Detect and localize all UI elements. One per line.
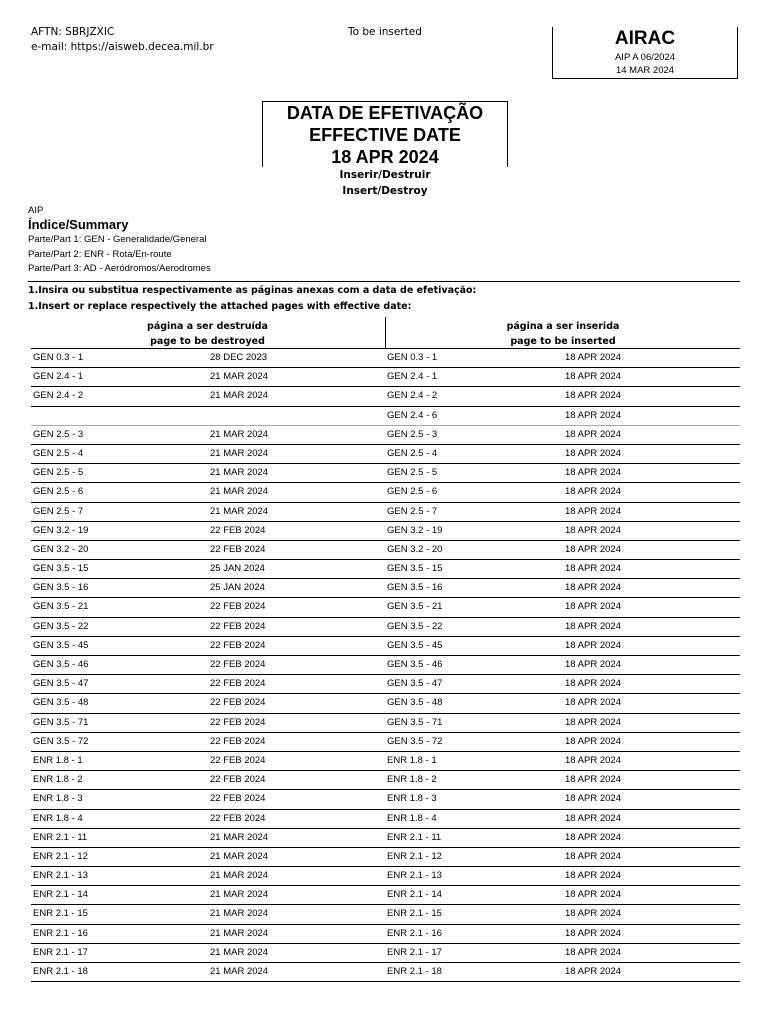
insert-date: 18 APR 2024: [565, 735, 621, 747]
destroy-date: 25 JAN 2024: [210, 563, 265, 575]
insert-page: ENR 2.1 - 16: [387, 927, 442, 939]
insert-date: 18 APR 2024: [565, 563, 621, 575]
destroy-page: GEN 2.5 - 6: [33, 486, 84, 498]
insert-page: GEN 3.5 - 16: [387, 582, 443, 594]
destroy-column-header: [30, 317, 385, 349]
destroy-page: ENR 2.1 - 17: [33, 946, 88, 958]
destroy-date: 22 FEB 2024: [210, 543, 266, 555]
table-row: [31, 905, 740, 924]
insert-page: GEN 3.5 - 22: [387, 620, 443, 632]
table-row: [31, 464, 740, 483]
insert-destroy-pt: Inserir/Destruir: [339, 169, 431, 181]
effective-date-box: [262, 101, 508, 167]
effective-title-en: EFFECTIVE DATE: [309, 125, 461, 145]
table-row: [31, 368, 740, 387]
destroy-date: 21 MAR 2024: [210, 447, 269, 459]
destroy-page: GEN 3.5 - 22: [33, 620, 89, 632]
insert-page: GEN 3.5 - 46: [387, 659, 443, 670]
aftn-address: AFTN: SBRJZXIC: [31, 26, 115, 38]
insert-date: 18 APR 2024: [565, 467, 621, 479]
destroy-date: 22 FEB 2024: [210, 774, 266, 786]
insert-page: ENR 2.1 - 11: [387, 831, 442, 843]
destroy-date: 21 MAR 2024: [210, 908, 269, 920]
insert-page: GEN 3.5 - 21: [387, 601, 443, 613]
insert-date: 18 APR 2024: [565, 639, 621, 651]
insert-date: 18 APR 2024: [565, 486, 621, 498]
airac-box: [552, 27, 738, 79]
destroy-date: 22 FEB 2024: [210, 812, 266, 824]
destroy-date: 22 FEB 2024: [210, 639, 266, 651]
table-row: [31, 503, 740, 522]
destroy-page: GEN 3.5 - 71: [33, 716, 89, 728]
table-row: [31, 694, 740, 713]
destroy-date: 21 MAR 2024: [210, 870, 269, 882]
insert-page: GEN 3.2 - 19: [387, 524, 443, 536]
table-row: [31, 790, 740, 809]
destroy-date: 21 MAR 2024: [210, 505, 269, 517]
email-address: e-mail: https://aisweb.decea.mil.br: [31, 41, 214, 53]
destroy-date: 22 FEB 2024: [210, 678, 266, 690]
part-2: Parte/Part 2: ENR - Rota/En-route: [28, 248, 172, 260]
destroy-page: GEN 3.2 - 19: [33, 524, 89, 536]
destroy-header-en: page to be destroyed: [150, 336, 265, 347]
destroy-date: 22 FEB 2024: [210, 754, 266, 766]
insert-date: 18 APR 2024: [565, 908, 621, 920]
insert-date: 18 APR 2024: [565, 870, 621, 882]
table-row: [31, 426, 740, 445]
destroy-page: GEN 2.5 - 5: [33, 467, 84, 479]
destroy-page: GEN 2.4 - 1: [33, 371, 84, 383]
insert-page: GEN 2.5 - 4: [387, 447, 438, 459]
effective-title-pt: DATA DE EFETIVAÇÃO: [286, 103, 484, 123]
insert-date: 18 APR 2024: [565, 831, 621, 843]
insert-page: GEN 2.4 - 2: [387, 390, 438, 402]
insert-date: 18 APR 2024: [565, 352, 621, 363]
table-row: [31, 771, 740, 790]
destroy-date: 21 MAR 2024: [210, 946, 269, 958]
insert-date: 18 APR 2024: [565, 774, 621, 786]
aip-number: AIP A 06/2024: [614, 52, 676, 63]
insert-page: GEN 3.5 - 71: [387, 716, 443, 728]
destroy-page: GEN 3.5 - 15: [33, 563, 89, 575]
insert-date: 18 APR 2024: [565, 812, 621, 824]
table-row: [31, 963, 740, 982]
summary-section: [28, 205, 740, 282]
insert-page: ENR 2.1 - 18: [387, 966, 442, 977]
insert-page: ENR 1.8 - 1: [387, 754, 437, 766]
insert-page: ENR 1.8 - 4: [387, 812, 437, 824]
insert-page: ENR 1.8 - 2: [387, 774, 437, 786]
destroy-date: 21 MAR 2024: [210, 966, 269, 977]
table-row: [31, 407, 740, 426]
insert-page: ENR 1.8 - 3: [387, 793, 437, 805]
table-row: [31, 483, 740, 502]
part-3: Parte/Part 3: AD - Aeródromos/Aerodromes: [28, 263, 211, 274]
insert-page: GEN 2.5 - 3: [387, 428, 438, 440]
insert-column-header: [385, 317, 740, 349]
table-row: [31, 810, 740, 829]
destroy-date: 22 FEB 2024: [210, 524, 266, 536]
insert-date: 18 APR 2024: [565, 447, 621, 459]
insert-date: 18 APR 2024: [565, 409, 621, 421]
destroy-date: 21 MAR 2024: [210, 428, 269, 440]
airac-title: AIRAC: [614, 28, 676, 49]
destroy-date: 22 FEB 2024: [210, 697, 266, 709]
destroy-header-pt: página a ser destruída: [147, 321, 268, 332]
insert-header-en: page to be inserted: [510, 336, 616, 347]
insert-page: ENR 2.1 - 12: [387, 850, 442, 862]
destroy-page: ENR 1.8 - 3: [33, 793, 83, 805]
destroy-page: GEN 3.5 - 72: [33, 735, 89, 747]
insert-destroy-en: Insert/Destroy: [342, 184, 428, 197]
destroy-date: 21 MAR 2024: [210, 390, 269, 402]
insert-date: 18 APR 2024: [565, 620, 621, 632]
publication-date: 14 MAR 2024: [615, 65, 675, 76]
instruction-pt: 1.Insira ou substitua respectivamente as páginas anexas com a data de efetivação:: [28, 285, 477, 296]
destroy-date: 21 MAR 2024: [210, 889, 269, 901]
destroy-page: ENR 1.8 - 1: [33, 754, 83, 766]
destroy-date: 25 JAN 2024: [210, 582, 265, 594]
destroy-page: ENR 2.1 - 14: [33, 889, 88, 901]
table-row: [31, 637, 740, 656]
destroy-page: ENR 2.1 - 15: [33, 908, 88, 920]
insert-date: 18 APR 2024: [565, 505, 621, 517]
pages-table: [31, 348, 740, 982]
table-row: [31, 579, 740, 598]
destroy-date: 21 MAR 2024: [210, 467, 269, 479]
insert-page: GEN 3.5 - 47: [387, 678, 443, 690]
table-row: [31, 349, 740, 368]
table-row: [31, 656, 740, 675]
table-row: [31, 714, 740, 733]
insert-date: 18 APR 2024: [565, 754, 621, 766]
insert-date: 18 APR 2024: [565, 601, 621, 613]
insert-page: GEN 3.5 - 48: [387, 697, 443, 709]
insert-destroy-label: [262, 168, 508, 199]
destroy-date: 21 MAR 2024: [210, 831, 269, 843]
insert-date: 18 APR 2024: [565, 927, 621, 939]
insert-date: 18 APR 2024: [565, 428, 621, 440]
destroy-page: ENR 2.1 - 12: [33, 850, 88, 862]
aip-label: AIP: [28, 205, 44, 216]
effective-date: 18 APR 2024: [331, 147, 439, 167]
insert-date: 18 APR 2024: [565, 659, 621, 670]
insert-page: ENR 2.1 - 14: [387, 889, 442, 901]
destroy-date: 22 FEB 2024: [210, 659, 266, 670]
instruction-en: 1.Insert or replace respectively the attached pages with effective date:: [28, 300, 412, 312]
destroy-page: GEN 2.5 - 3: [33, 428, 84, 440]
table-row: [31, 522, 740, 541]
table-row: [31, 387, 740, 406]
insert-date: 18 APR 2024: [565, 390, 621, 402]
insert-date: 18 APR 2024: [565, 946, 621, 958]
table-row: [31, 848, 740, 867]
insert-date: 18 APR 2024: [565, 524, 621, 536]
destroy-date: 21 MAR 2024: [210, 850, 269, 862]
insert-page: GEN 0.3 - 1: [387, 352, 438, 363]
destroy-page: ENR 1.8 - 4: [33, 812, 83, 824]
insert-page: ENR 2.1 - 13: [387, 870, 442, 882]
destroy-page: GEN 2.4 - 2: [33, 390, 84, 402]
destroy-page: GEN 3.2 - 20: [33, 543, 89, 555]
contact-block: [31, 25, 214, 55]
summary-title: Índice/Summary: [28, 217, 129, 232]
destroy-date: 28 DEC 2023: [210, 352, 268, 363]
part-1: Parte/Part 1: GEN - Generalidade/General: [28, 234, 207, 245]
destroy-date: 22 FEB 2024: [210, 601, 266, 613]
table-row: [31, 944, 740, 963]
destroy-date: 22 FEB 2024: [210, 620, 266, 632]
destroy-page: GEN 2.5 - 4: [33, 447, 84, 459]
table-row: [31, 925, 740, 944]
insert-page: ENR 2.1 - 17: [387, 946, 442, 958]
destroy-page: GEN 3.5 - 46: [33, 659, 89, 670]
insert-date: 18 APR 2024: [565, 966, 621, 977]
destroy-date: 21 MAR 2024: [210, 486, 269, 498]
insert-page: ENR 2.1 - 15: [387, 908, 442, 920]
table-row: [31, 867, 740, 886]
insert-page: GEN 2.5 - 5: [387, 467, 438, 479]
insert-note: To be inserted: [348, 26, 422, 38]
insert-page: GEN 3.2 - 20: [387, 543, 443, 555]
destroy-page: ENR 2.1 - 16: [33, 927, 88, 939]
insert-date: 18 APR 2024: [565, 697, 621, 709]
destroy-page: GEN 3.5 - 16: [33, 582, 89, 594]
insert-page: GEN 2.4 - 1: [387, 371, 438, 383]
instructions: [28, 283, 740, 314]
destroy-date: 21 MAR 2024: [210, 371, 269, 383]
destroy-page: ENR 2.1 - 13: [33, 870, 88, 882]
destroy-page: GEN 3.5 - 47: [33, 678, 89, 690]
insert-header-pt: página a ser inserida: [506, 321, 620, 332]
table-row: [31, 541, 740, 560]
destroy-date: 22 FEB 2024: [210, 735, 266, 747]
insert-date: 18 APR 2024: [565, 543, 621, 555]
destroy-date: 22 FEB 2024: [210, 793, 266, 805]
insert-date: 18 APR 2024: [565, 371, 621, 383]
destroy-date: 22 FEB 2024: [210, 716, 266, 728]
destroy-page: ENR 2.1 - 18: [33, 966, 88, 977]
table-row: [31, 886, 740, 905]
table-row: [31, 445, 740, 464]
destroy-page: GEN 0.3 - 1: [33, 352, 84, 363]
table-row: [31, 560, 740, 579]
insert-date: 18 APR 2024: [565, 793, 621, 805]
insert-page: GEN 2.5 - 7: [387, 505, 438, 517]
destroy-page: ENR 2.1 - 11: [33, 831, 88, 843]
insert-date: 18 APR 2024: [565, 889, 621, 901]
insert-page: GEN 3.5 - 72: [387, 735, 443, 747]
table-row: [31, 829, 740, 848]
table-row: [31, 675, 740, 694]
destroy-page: GEN 3.5 - 48: [33, 697, 89, 709]
destroy-date: 21 MAR 2024: [210, 927, 269, 939]
destroy-page: GEN 3.5 - 45: [33, 639, 89, 651]
destroy-page: GEN 2.5 - 7: [33, 505, 84, 517]
insert-page: GEN 3.5 - 45: [387, 639, 443, 651]
insert-date: 18 APR 2024: [565, 850, 621, 862]
insert-date: 18 APR 2024: [565, 716, 621, 728]
destroy-page: GEN 3.5 - 21: [33, 601, 89, 613]
insert-date: 18 APR 2024: [565, 678, 621, 690]
table-row: [31, 618, 740, 637]
destroy-page: ENR 1.8 - 2: [33, 774, 83, 786]
insert-page: GEN 2.5 - 6: [387, 486, 438, 498]
insert-page: GEN 3.5 - 15: [387, 563, 443, 575]
table-row: [31, 752, 740, 771]
insert-page: GEN 2.4 - 6: [387, 409, 438, 421]
table-row: [31, 598, 740, 617]
table-row: [31, 733, 740, 752]
insert-date: 18 APR 2024: [565, 582, 621, 594]
